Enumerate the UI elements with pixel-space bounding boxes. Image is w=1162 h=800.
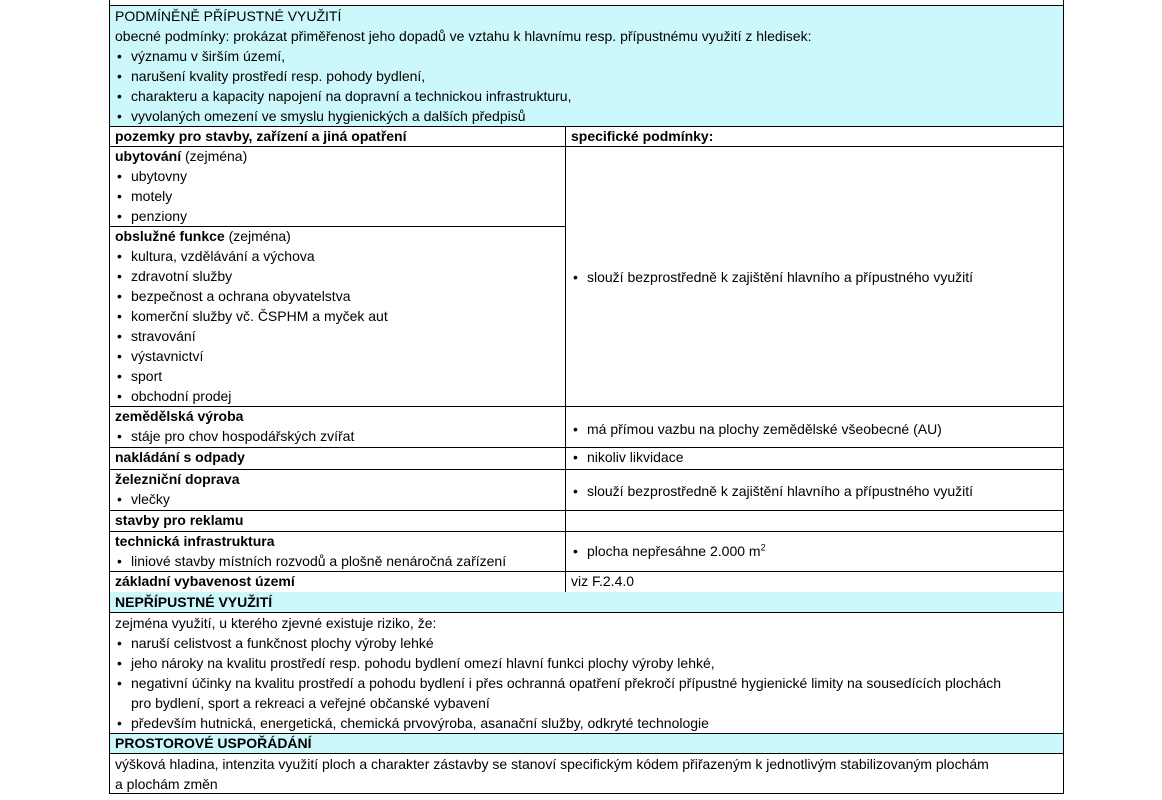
list-item: • negativní účinky na kvalitu prostředí a pohodu bydlení i přes ochranná opatření překročí přípustné hygienické limity na sousedících plochách bbox=[117, 675, 1002, 691]
forbidden-use-intro: zejména využití, u kterého zjevné existuje riziko, že: bbox=[115, 615, 437, 631]
condition-rail: • slouží bezprostředně k zajištění hlavního a přípustného využití bbox=[573, 483, 973, 499]
conditional-use-heading: PODMÍNĚNĚ PŘÍPUSTNÉ VYUŽITÍ bbox=[115, 8, 342, 24]
list-item: • stravování bbox=[117, 328, 196, 344]
forbidden-use-section bbox=[109, 613, 1064, 733]
row-rail bbox=[109, 469, 565, 510]
row-title: stavby pro reklamu bbox=[115, 512, 244, 528]
row-advertising bbox=[109, 510, 565, 531]
row-title: zemědělská výroba bbox=[115, 408, 244, 424]
row-title: ubytování bbox=[115, 148, 182, 164]
condition-waste: • nikoliv likvidace bbox=[573, 449, 684, 465]
list-item: • kultura, vzdělávání a výchova bbox=[117, 248, 315, 264]
list-item: • výstavnictví bbox=[117, 348, 204, 364]
list-item-continuation: pro bydlení, sport a rekreaci a veřejné občanské vybavení bbox=[131, 695, 490, 711]
row-basic-amenities bbox=[109, 571, 565, 592]
list-item: • bezpečnost a ochrana obyvatelstva bbox=[117, 288, 351, 304]
condition-agriculture: • má přímou vazbu na plochy zemědělské všeobecné (AU) bbox=[573, 421, 942, 437]
forbidden-use-heading: NEPŘÍPUSTNÉ VYUŽITÍ bbox=[115, 594, 273, 610]
condition-basic-amenities: viz F.2.4.0 bbox=[571, 573, 635, 589]
list-item: • ubytovny bbox=[117, 168, 188, 184]
list-item: • liniové stavby místních rozvodů a plošně nenáročná zařízení bbox=[117, 553, 507, 569]
list-item: • sport bbox=[117, 368, 163, 384]
condition-technical-infrastructure: • plocha nepřesáhne 2.000 $m^2$ bbox=[573, 542, 766, 559]
row-title: technická infrastruktura bbox=[115, 533, 275, 549]
row-waste bbox=[109, 447, 565, 469]
spatial-arrangement-heading-row bbox=[109, 734, 1064, 753]
list-item: • obchodní prodej bbox=[117, 388, 232, 404]
row-service-functions: obslužné funkce (zejména) • kultura, vzdělávání a výchova • zdravotní služby • bezpečnost a ochrana obyvatelstva • komerční služby vč. ČSPHM a myček aut • stravování • výstavnictví • sport • obchodní prodej bbox=[109, 226, 565, 406]
list-item: • vlečky bbox=[117, 491, 170, 507]
list-item: • naruší celistvost a funkčnost plochy výroby lehké bbox=[117, 635, 434, 651]
row-title: základní vybavenost území bbox=[115, 573, 295, 589]
list-item: • motely bbox=[117, 188, 173, 204]
regulation-table bbox=[109, 0, 1064, 794]
row-title: nakládání s odpady bbox=[115, 449, 245, 465]
spatial-text-line: výšková hladina, intenzita využití ploch a charakter zástavby se stanoví specifickým kódem přiřazeným k jednotlivým stabilizovaným plochám bbox=[115, 756, 989, 772]
list-item: • penziony bbox=[117, 208, 188, 224]
row-technical-infrastructure bbox=[109, 531, 565, 571]
row-agriculture bbox=[109, 406, 565, 447]
conditional-use-intro: obecné podmínky: prokázat přiměřenost jeho dopadů ve vztahu k hlavnímu resp. přípustnému využití z hledisek: bbox=[115, 28, 812, 44]
condition-advertising bbox=[565, 510, 1064, 531]
row-accommodation: ubytování (zejména) • ubytovny • motely • penziony bbox=[109, 146, 565, 226]
column-header-right: specifické podmínky: bbox=[571, 128, 714, 144]
forbidden-use-heading-row bbox=[109, 592, 1064, 612]
list-item: • zdravotní služby bbox=[117, 268, 233, 284]
column-header-left: pozemky pro stavby, zařízení a jiná opatření bbox=[115, 128, 407, 144]
list-item: • jeho nároky na kvalitu prostředí resp. pohodu bydlení omezí hlavní funkci plochy výroby lehké, bbox=[117, 655, 715, 671]
list-item: • především hutnická, energetická, chemická prvovýroba, asanační služby, odkryté technologie bbox=[117, 715, 709, 731]
list-item: • vyvolaných omezení ve smyslu hygienických a dalších předpisů bbox=[117, 108, 526, 124]
list-item: • narušení kvality prostředí resp. pohody bydlení, bbox=[117, 68, 426, 84]
spatial-arrangement-heading: PROSTOROVÉ USPOŘÁDÁNÍ bbox=[115, 735, 312, 751]
list-item: • stáje pro chov hospodářských zvířat bbox=[117, 428, 355, 444]
spatial-arrangement-section bbox=[109, 754, 1064, 794]
spatial-text-line: a plochám změn bbox=[115, 776, 218, 792]
conditions-table bbox=[109, 126, 1064, 592]
list-item: • charakteru a kapacity napojení na dopravní a technickou infrastrukturu, bbox=[117, 88, 572, 104]
row-title: železniční doprava bbox=[115, 471, 240, 487]
list-item: • komerční služby vč. ČSPHM a myček aut bbox=[117, 308, 388, 324]
condition-service: • slouží bezprostředně k zajištění hlavního a přípustného využití bbox=[573, 269, 973, 285]
list-item: • významu v širším území, bbox=[117, 48, 286, 64]
row-title: obslužné funkce bbox=[115, 228, 225, 244]
conditional-use-section bbox=[109, 5, 1064, 126]
